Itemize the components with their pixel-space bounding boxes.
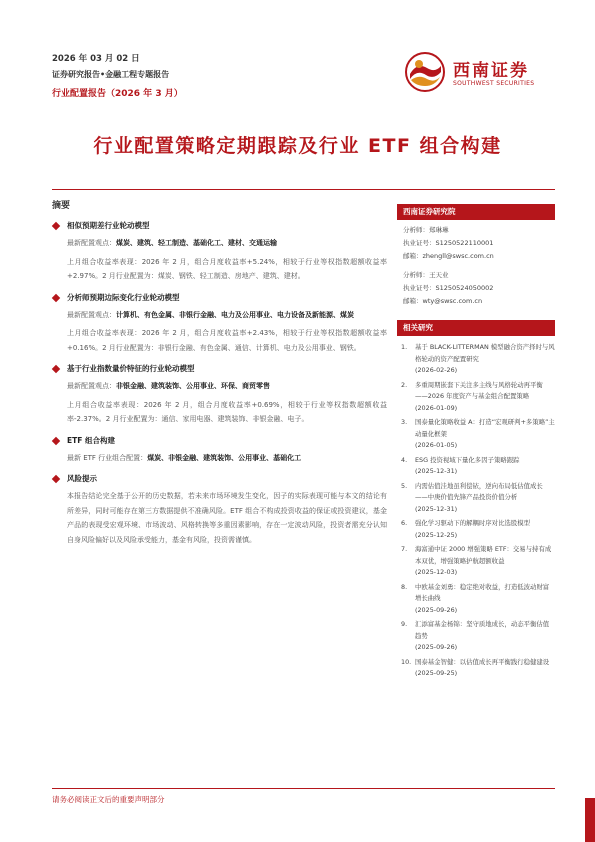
section-heading-text: 基于行业指数量价特征的行业轮动模型 <box>67 364 195 373</box>
footer-disclaimer[interactable]: 请务必阅读正文后的重要声明部分 <box>52 795 165 804</box>
section-view-label: 最新配置观点： <box>67 310 116 319</box>
analyst-cert: 执业证号：S1250522110001 <box>403 239 494 247</box>
related-item-number: 7. <box>401 545 408 553</box>
related-list <box>397 342 555 680</box>
related-item[interactable] <box>401 657 555 680</box>
section-heading <box>52 472 387 485</box>
related-item[interactable] <box>401 455 555 478</box>
section-body: 上月组合收益率表现：2026 年 2 月，组合月度收益率+2.43%，相较于行业等权指数超额收益率+0.16%。2 月行业配置为：非银行金融、有色金属、通信、计算机、电力及公用事业、钢铁。 <box>67 329 387 352</box>
section-body: 本报告结论完全基于公开的历史数据，若未来市场环境发生变化，因子的实际表现可能与本文的结论有所差异，同时可能存在第三方数据提供不准确风险。ETF 组合不构成投资收益的保证或投资建议，基金产品的表现受宏观环境、市场波动、风格转换等多重因素影响，存在一定波动风险，投资者需充分认知自身风险偏好以及风险承受能力，基金有风险，投资需谨慎。 <box>67 492 387 544</box>
related-item-title: 基于 BLACK-LITTERMAN 模型融合资产择时与风格轮动的资产配置研究 <box>415 343 555 363</box>
related-item-title: ESG 投资视域下量化多因子策略跟踪 <box>415 455 520 464</box>
related-item[interactable] <box>401 544 555 579</box>
section-heading-text: 分析师预期边际变化行业轮动模型 <box>67 292 180 302</box>
section-view-value: 煤炭、非银金融、建筑装饰、公用事业、基础化工 <box>147 453 302 462</box>
related-item-title: 内需估值洼地虽利偿铱，逆向布局低估值成长——中庚价值先锋产品投资价值分析 <box>415 481 543 501</box>
related-item-date: (2026-01-09) <box>415 403 458 412</box>
section-view-value: 非银金融、建筑装饰、公用事业、环保、商贸零售 <box>116 382 270 390</box>
related-item-number: 9. <box>401 620 408 628</box>
related-item-date: (2025-09-25) <box>415 669 458 677</box>
related-item-date: (2025-12-25) <box>415 530 458 539</box>
related-item-title: 海富通中证 2000 增强策略 ETF：交易与持有成本双优，增强策略护航超额收益 <box>415 545 552 565</box>
related-item[interactable] <box>401 380 555 415</box>
analyst-email: 邮箱：wty@swsc.com.cn <box>403 297 483 305</box>
related-item-title: 国泰基金智健：以估值成长再平衡践行稳健建设 <box>415 657 550 666</box>
related-item-date: (2025-12-03) <box>415 568 458 576</box>
section-view-value: 计算机、有色金属、非银行金融、电力及公用事业、电力设备及新能源、煤炭 <box>116 310 354 319</box>
related-item[interactable] <box>401 582 555 617</box>
logo-chinese-name: 西南证券 <box>453 61 529 81</box>
diamond-bullet-icon <box>52 222 60 230</box>
diamond-bullet-icon <box>52 436 60 444</box>
related-item-number: 2. <box>401 380 408 389</box>
section-heading-text: 风险提示 <box>67 474 97 483</box>
top-divider <box>52 189 555 190</box>
section-view-value: 煤炭、建筑、轻工制造、基础化工、建材、交通运输 <box>116 239 277 247</box>
related-item-number: 3. <box>401 418 408 426</box>
section-heading <box>52 362 387 375</box>
company-logo <box>405 52 555 96</box>
section-view <box>52 308 387 323</box>
section-heading-text: ETF 组合构建 <box>67 435 115 445</box>
related-item-title: 多重周期嵌套下关注多主线与风格轮动再平衡——2026 年度资产与基金组合配置策略 <box>415 380 543 400</box>
abstract-section <box>52 472 387 547</box>
related-item-number: 8. <box>401 582 408 591</box>
section-view-label: 最新配置观点： <box>67 382 116 390</box>
related-item-date: (2025-12-31) <box>415 504 458 513</box>
abstract-section <box>52 434 387 466</box>
related-item-number: 10. <box>401 657 412 666</box>
related-item[interactable] <box>401 619 555 654</box>
footer-divider <box>52 788 555 789</box>
section-heading-text: 相似预期差行业轮动模型 <box>67 221 150 230</box>
related-item-date: (2025-09-26) <box>415 643 458 651</box>
related-item[interactable] <box>401 518 555 541</box>
analyst-cert: 执业证号：S1250524050002 <box>403 284 494 292</box>
related-item-title: 国泰量化策略收益 A：打造“宏观研判+多策略”主动量化框架 <box>415 418 555 438</box>
related-item-date: (2026-02-26) <box>415 366 458 374</box>
section-view-label: 最新 ETF 行业组合配置： <box>67 453 148 462</box>
page-title: 行业配置策略定期跟踪及行业 ETF 组合构建 <box>93 135 502 157</box>
section-body: 上月组合收益率表现：2026 年 2 月，组合月度收益率+0.69%，相较于行业等权指数超额收益率-2.37%。2 月行业配置为：通信、家用电器、建筑装饰、非银金融、电子。 <box>67 400 387 423</box>
diamond-bullet-icon <box>52 475 60 483</box>
related-item-title: 强化学习驱动下的解耦时序对比选股模型 <box>415 519 531 527</box>
section-view <box>52 379 387 394</box>
institute-header: 西南证券研究院 <box>397 204 555 220</box>
related-item-title: 汇添富基金杨锦：坚守质地成长，动态平衡估值趋势 <box>415 620 550 640</box>
related-item[interactable] <box>401 417 555 452</box>
analyst-list <box>397 220 555 308</box>
section-body: 上月组合收益率表现：2026 年 2 月，组合月度收益率+5.24%，相较于行业等权指数超额收益率+2.97%。2 月行业配置为：煤炭、钢铁、轻工制造、房地产、建筑、建材。 <box>67 257 387 280</box>
related-item-date: (2025-09-26) <box>415 605 458 614</box>
related-item-number: 4. <box>401 455 408 464</box>
section-heading <box>52 219 387 232</box>
logo-mark-icon <box>405 52 445 92</box>
institute-box <box>397 204 555 308</box>
section-view-label: 最新配置观点： <box>67 239 116 247</box>
section-view <box>52 451 387 466</box>
related-item[interactable] <box>401 342 555 377</box>
related-item-number: 1. <box>401 343 408 351</box>
section-heading <box>52 434 387 447</box>
analyst-name: 分析师：王天业 <box>403 271 449 279</box>
abstract-section <box>52 291 387 356</box>
related-item[interactable] <box>401 481 555 516</box>
related-item-date: (2026-01-05) <box>415 441 458 449</box>
related-item-title: 中欧基金刘勇：稳定绝对收益，打造低波动财富增长曲线 <box>415 582 550 602</box>
corner-accent <box>585 798 595 842</box>
related-box <box>397 320 555 683</box>
abstract-section <box>52 362 387 427</box>
section-heading <box>52 291 387 304</box>
report-date: 2026 年 03 月 02 日 <box>52 54 140 64</box>
analyst-name: 分析师：郑琳琳 <box>403 226 449 234</box>
analyst-email: 邮箱：zhengll@swsc.com.cn <box>403 252 494 260</box>
abstract-section <box>52 219 387 284</box>
logo-english-name: SOUTHWEST SECURITIES <box>453 80 535 87</box>
report-subtitle: 行业配置报告（2026 年 3 月） <box>52 89 183 99</box>
related-item-date: (2025-12-31) <box>415 467 458 475</box>
abstract-column <box>52 198 387 554</box>
abstract-title: 摘要 <box>52 201 71 211</box>
diamond-bullet-icon <box>52 293 60 301</box>
abstract-sections <box>52 219 387 547</box>
section-view <box>52 236 387 251</box>
report-category: 证券研究报告•金融工程专题报告 <box>52 70 170 79</box>
diamond-bullet-icon <box>52 365 60 373</box>
related-item-number: 6. <box>401 519 408 527</box>
related-header: 相关研究 <box>397 320 555 336</box>
related-item-number: 5. <box>401 481 408 490</box>
